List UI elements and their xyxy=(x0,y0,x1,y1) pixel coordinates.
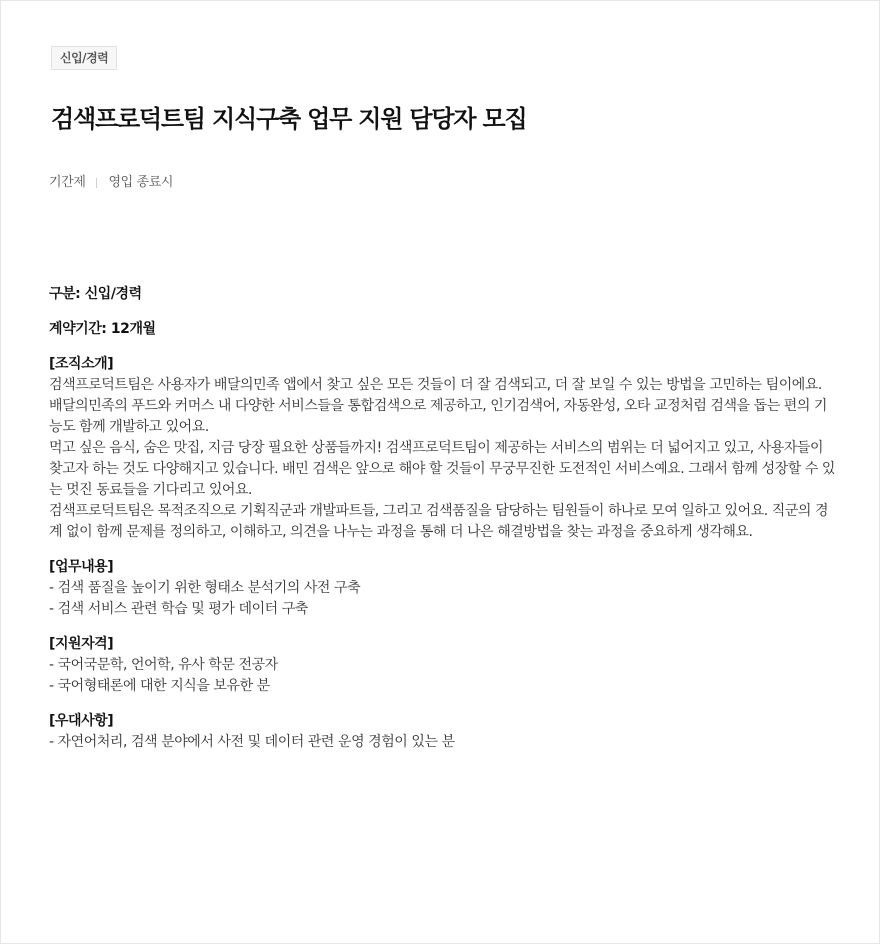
section-preferred xyxy=(49,711,839,753)
list-item: - 자연어처리, 검색 분야에서 사전 및 데이터 관련 운영 경험이 있는 분 xyxy=(49,734,455,750)
section-intro xyxy=(49,354,839,543)
list-item: - 국어형태론에 대한 지식을 보유한 분 xyxy=(49,678,270,694)
career-badge: 신입/경력 xyxy=(51,46,117,70)
paragraph: 검색프로덕트팀은 사용자가 배달의민족 앱에서 찾고 싶은 모든 것들이 더 잘 검색되고, 더 잘 보일 수 있는 방법을 고민하는 팀이에요. xyxy=(49,377,822,393)
contract-line: 계약기간: 12개월 xyxy=(49,321,156,337)
meta-divider xyxy=(96,178,97,188)
section-title: [업무내용] xyxy=(49,559,114,575)
paragraph: 배달의민족의 푸드와 커머스 내 다양한 서비스들을 통합검색으로 제공하고, 인기검색어, 자동완성, 오타 교정처럼 검색을 돕는 편의 기능도 함께 개발하고 있어요. xyxy=(49,398,827,435)
paragraph: 검색프로덕트팀은 목적조직으로 기획직군과 개발파트들, 그리고 검색품질을 담당하는 팀원들이 하나로 모여 일하고 있어요. 직군의 경계 없이 함께 문제를 정의하고, 이해하고, 의견을 나누는 과정을 통해 더 나은 해결방법을 찾는 과정을 중요하게 생각해요. xyxy=(49,503,829,540)
section-title: [우대사항] xyxy=(49,713,114,729)
job-description xyxy=(49,284,839,767)
paragraph: 먹고 싶은 음식, 숨은 맛집, 지금 당장 필요한 상품들까지! 검색프로덕트팀이 제공하는 서비스의 범위는 더 넓어지고 있고, 사용자들이 찾고자 하는 것도 다양해지고 있습니다. 배민 검색은 앞으로 해야 할 것들이 무궁무진한 도전적인 서비스예요. 그래서 함께 성장할 수 있는 멋진 동료들을 기다리고 있어요. xyxy=(49,440,835,498)
page-title: 검색프로덕트팀 지식구축 업무 지원 담당자 모집 xyxy=(51,105,527,133)
list-item: - 국어국문학, 언어학, 유사 학문 전공자 xyxy=(49,657,278,673)
category-line: 구분: 신입/경력 xyxy=(49,286,142,302)
employment-type: 기간제 xyxy=(49,175,86,190)
job-meta xyxy=(49,174,173,192)
section-title: [조직소개] xyxy=(49,356,114,372)
deadline: 영입 종료시 xyxy=(108,175,174,190)
section-qualifications xyxy=(49,634,839,697)
list-item: - 검색 서비스 관련 학습 및 평가 데이터 구축 xyxy=(49,601,308,617)
section-duties xyxy=(49,557,839,620)
section-title: [지원자격] xyxy=(49,636,114,652)
list-item: - 검색 품질을 높이기 위한 형태소 분석기의 사전 구축 xyxy=(49,580,361,596)
